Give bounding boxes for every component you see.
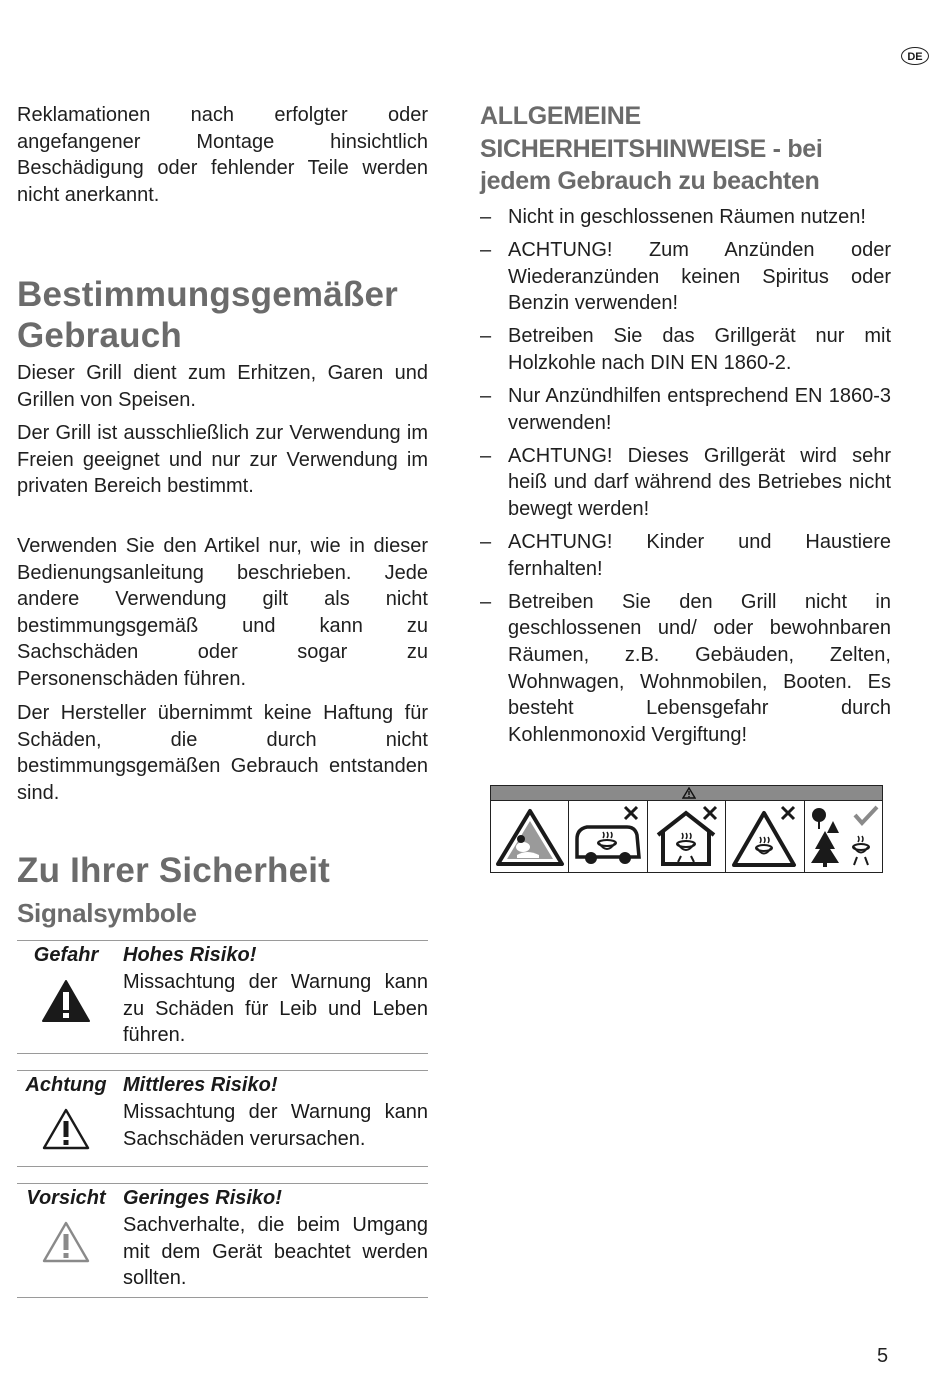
dash-bullet: – (480, 444, 492, 467)
no-grill-in-vehicle-icon (569, 801, 647, 873)
co-poisoning-warning-icon (491, 801, 569, 873)
dash-bullet: – (480, 325, 492, 348)
dash-bullet: – (480, 239, 492, 262)
warning-filled-icon (41, 979, 91, 1028)
signal-label: Vorsicht (26, 1187, 106, 1209)
dash-bullet: – (480, 590, 492, 613)
signal-achtung (17, 1070, 428, 1167)
list-item-text: Nur Anzündhilfen entsprechend EN 1860-3 verwenden! (508, 385, 891, 434)
list-item (480, 204, 891, 231)
heading-zu-ihrer-sicherheit: Zu Ihrer Sicherheit (17, 851, 331, 890)
list-item-text: Nicht in geschlossenen Räumen nutzen! (508, 206, 866, 228)
signal-description: Missachtung der Warnung kann Sachschäden verursachen. (123, 1101, 428, 1150)
safety-rules-list (480, 204, 891, 755)
signal-title: Hohes Risiko! (123, 944, 257, 966)
signal-label: Gefahr (33, 944, 99, 966)
no-grill-in-house-icon (648, 801, 726, 873)
signal-title: Mittleres Risiko! (123, 1074, 278, 1096)
list-item (480, 529, 891, 582)
no-grill-in-tent-icon (726, 801, 804, 873)
heading-signalsymbole: Signalsymbole (17, 898, 197, 928)
list-item (480, 237, 891, 317)
heading-allgemeine-sicherheitshinweise: ALLGEMEINE SICHERHEITSHINWEISE - bei jedem Gebrauch zu beachten (480, 102, 823, 195)
paragraph-grill-purpose: Dieser Grill dient zum Erhitzen, Garen und Grillen von Speisen. (17, 362, 428, 411)
list-item (480, 323, 891, 376)
small-warning-icon (682, 787, 696, 799)
dash-bullet: – (480, 531, 492, 554)
signal-description: Missachtung der Warnung kann zu Schäden für Leib und Leben führen. (123, 971, 428, 1047)
list-item-text: Betreiben Sie das Grillgerät nur mit Holzkohle nach DIN EN 1860-2. (508, 325, 891, 374)
list-item (480, 589, 891, 749)
list-item-text: ACHTUNG! Zum Anzünden oder Wiederanzünden keinen Spiritus oder Benzin verwenden! (508, 239, 891, 315)
paragraph-liability: Der Hersteller übernimmt keine Haftung für Schäden, die durch nicht bestimmungsgemäßen Gebrauch entstanden sind. (17, 702, 428, 804)
pictogram-strip (490, 785, 883, 873)
language-badge: DE (901, 47, 929, 65)
grill-outdoors-ok-icon (805, 801, 882, 873)
paragraph-outdoor-use: Der Grill ist ausschließlich zur Verwendung im Freien geeignet und nur zur Verwendung im privaten Bereich bestimmt. (17, 422, 428, 498)
list-item-text: ACHTUNG! Dieses Grillgerät wird sehr heiß und darf während des Betriebes nicht bewegt werden! (508, 444, 891, 520)
heading-bestimmungsgemaesser-gebrauch: Bestimmungsgemäßer Gebrauch (17, 275, 398, 355)
signal-gefahr (17, 940, 428, 1054)
intro-paragraph: Reklamationen nach erfolgter oder angefangener Montage hinsichtlich Beschädigung oder fehlender Teile werden nicht anerkannt. (17, 104, 428, 206)
dash-bullet: – (480, 206, 492, 228)
warning-light-icon (41, 1220, 91, 1269)
list-item (480, 383, 891, 436)
signal-vorsicht (17, 1183, 428, 1298)
list-item-text: ACHTUNG! Kinder und Haustiere fernhalten! (508, 531, 891, 580)
signal-title: Geringes Risiko! (123, 1187, 282, 1209)
paragraph-usage-instructions: Verwenden Sie den Artikel nur, wie in dieser Bedienungsanleitung beschrieben. Jede andere Verwendung gilt als nicht bestimmungsgemäß und kann zu Sachschäden oder sogar zu Personenschäden führen. (17, 535, 428, 690)
warning-outline-icon (41, 1107, 91, 1156)
dash-bullet: – (480, 385, 492, 408)
signal-label: Achtung (25, 1074, 107, 1096)
page-number: 5 (877, 1345, 889, 1367)
list-item-text: Betreiben Sie den Grill nicht in geschlossenen und/ oder bewohnbaren Räumen, z.B. Gebäuden, Zelten, Wohnwagen, Wohnmobilen, Booten. Es besteht Lebensgefahr durch Kohlenmonoxid Vergiftung! (508, 590, 891, 746)
signal-description: Sachverhalte, die beim Umgang mit dem Gerät beachtet werden sollten. (123, 1214, 428, 1290)
pictogram-header-bar (491, 786, 882, 801)
list-item (480, 443, 891, 523)
